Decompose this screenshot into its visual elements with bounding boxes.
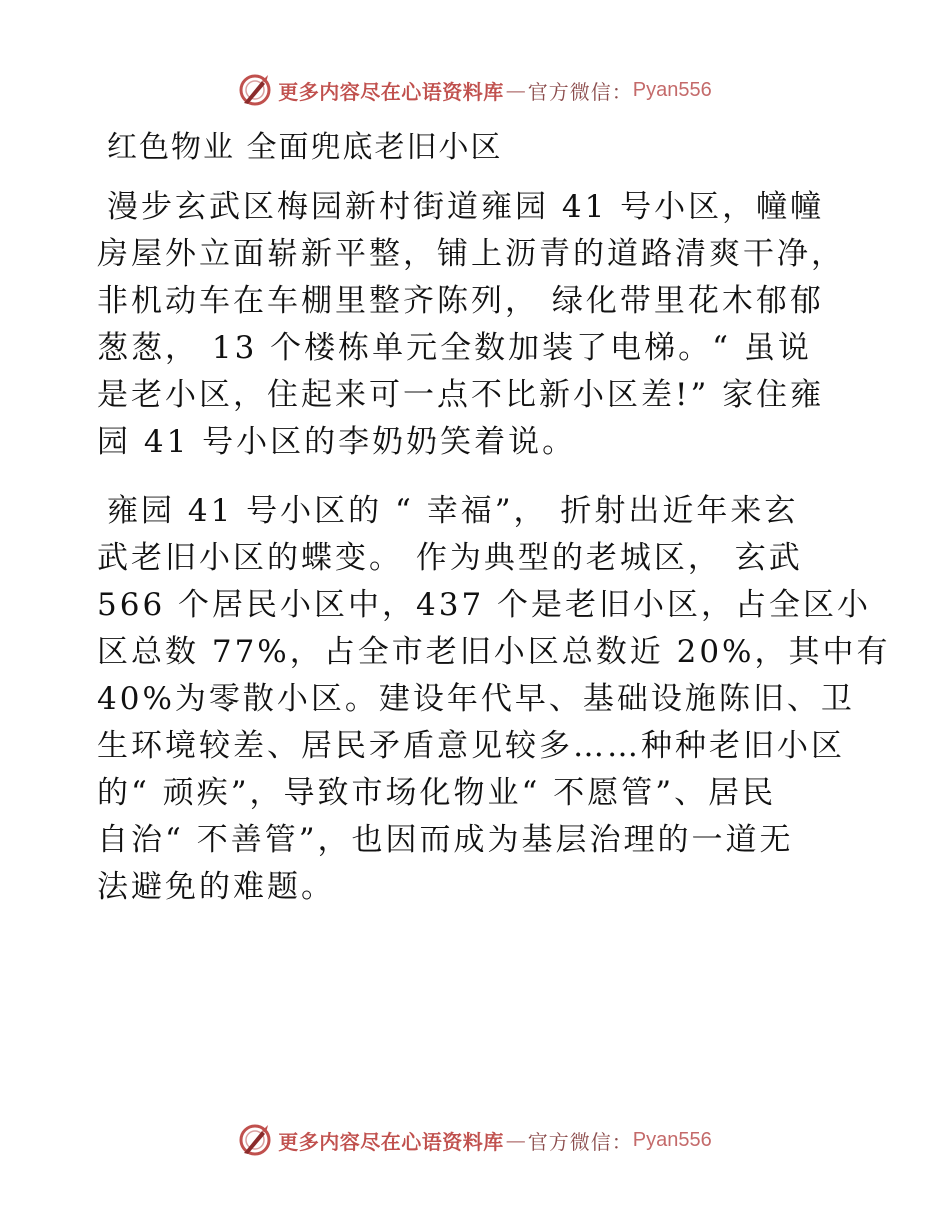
footer-banner	[0, 1120, 950, 1160]
banner-site-text: 更多内容尽在心语资料库	[278, 79, 504, 104]
paragraph-line: 40%为零散小区。建设年代早、基础设施陈旧、卫	[97, 681, 855, 717]
banner-wechat-id: Pyan556	[632, 1128, 712, 1151]
paragraph-line: 法避免的难题。	[97, 869, 335, 905]
paragraph-line: 是老小区，住起来可一点不比新小区差!” 家住雍	[97, 377, 825, 413]
paragraph-line: 葱葱， 13 个楼栋单元全数加装了电梯。“ 虽说	[97, 330, 812, 366]
article-paragraph-1	[97, 184, 857, 466]
paragraph-line: 自治“ 不善管”，也因而成为基层治理的一道无	[97, 822, 794, 858]
paragraph-line: 区总数 77%，占全市老旧小区总数近 20%，其中有	[97, 634, 891, 670]
article	[97, 120, 891, 933]
article-paragraph-2	[97, 488, 891, 911]
banner-wechat-label: 官方微信：	[527, 79, 633, 104]
paragraph-line: 566 个居民小区中，437 个是老旧小区，占全区小	[97, 587, 872, 623]
banner-wechat-id: Pyan556	[632, 78, 712, 101]
paragraph-line: 漫步玄武区梅园新村街道雍园 41 号小区，幢幢	[107, 189, 825, 225]
quill-pen-logo-icon	[238, 73, 272, 107]
banner-dash: —	[505, 1128, 526, 1152]
quill-pen-logo-icon	[238, 1123, 272, 1157]
banner-dash: —	[505, 78, 526, 102]
banner-site-text: 更多内容尽在心语资料库	[278, 1129, 504, 1154]
paragraph-line: 非机动车在车棚里整齐陈列， 绿化带里花木郁郁	[97, 283, 824, 319]
paragraph-line: 房屋外立面崭新平整，铺上沥青的道路清爽干净，	[97, 236, 845, 272]
paragraph-line: 的“ 顽疾”，导致市场化物业“ 不愿管”、居民	[97, 775, 777, 811]
article-title: 红色物业 全面兜底老旧小区	[107, 130, 503, 165]
banner-wechat-label: 官方微信：	[527, 1129, 633, 1154]
paragraph-line: 生环境较差、居民矛盾意见较多……种种老旧小区	[97, 728, 845, 764]
paragraph-line: 雍园 41 号小区的 “ 幸福”， 折射出近年来玄	[107, 493, 799, 529]
paragraph-line: 武老旧小区的蝶变。 作为典型的老城区， 玄武	[97, 540, 803, 576]
header-banner	[0, 70, 950, 110]
paragraph-line: 园 41 号小区的李奶奶笑着说。	[97, 424, 577, 460]
